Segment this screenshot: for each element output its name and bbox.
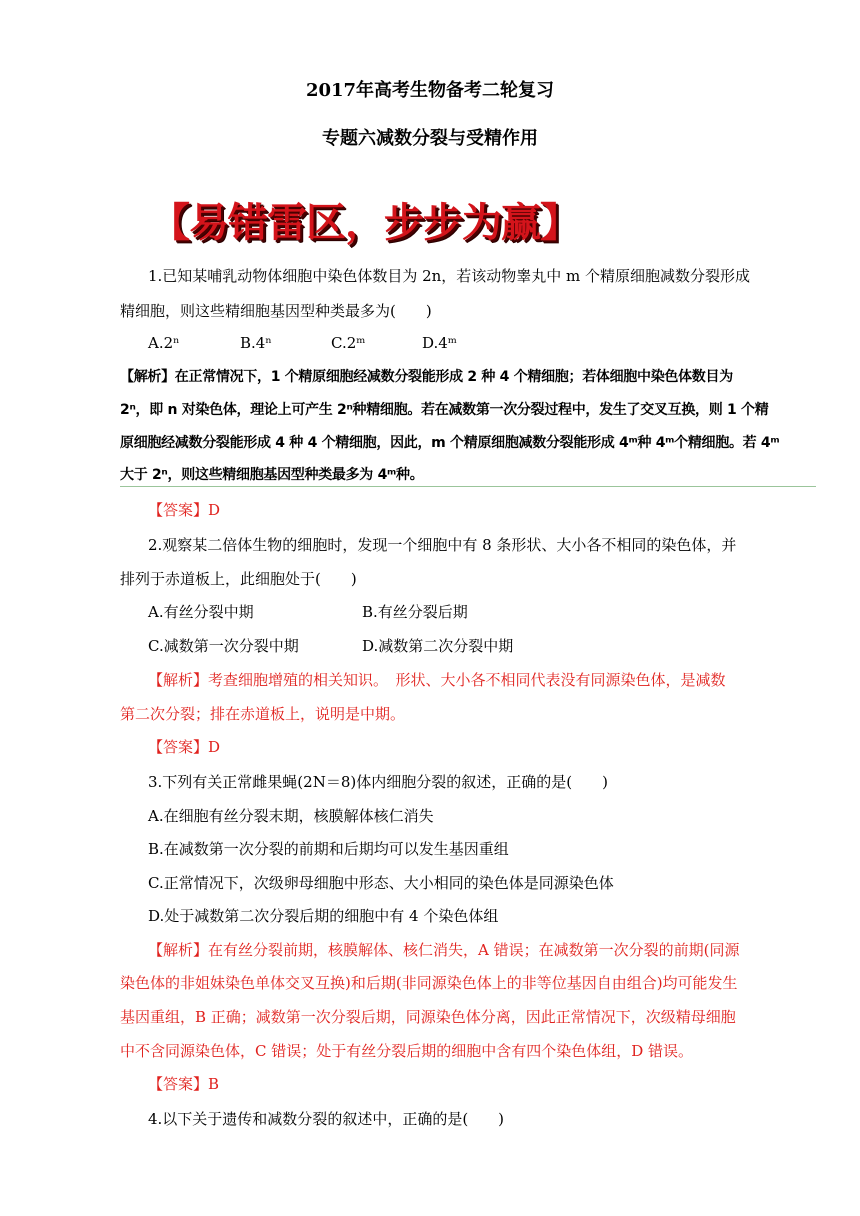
q1-analysis-line2: 2ⁿ，即 n 对染色体，理论上可产生 2ⁿ种精细胞。若在减数第一次分裂过程中，发生了交叉互换，则 1 个精 (120, 402, 769, 418)
q1-option-b: B.4ⁿ (240, 334, 272, 352)
q2-option-a: A.有丝分裂中期 (148, 603, 254, 621)
q3-answer (148, 1074, 219, 1094)
answer-value: B (208, 1075, 220, 1093)
q3-option-a: A.在细胞有丝分裂末期，核膜解体核仁消失 (148, 807, 434, 825)
q3-analysis-line4: 中不含同源染色体，C 错误；处于有丝分裂后期的细胞中含有四个染色体组，D 错误。 (120, 1042, 694, 1060)
q1-option-a: A.2ⁿ (148, 334, 180, 352)
answer-value: D (208, 501, 221, 519)
q1-divider (120, 486, 816, 487)
section-banner: 【易错雷区，步步为赢】 (150, 200, 579, 246)
q3-analysis-line2: 染色体的非姐妹染色单体交叉互换)和后期(非同源染色体上的非等位基因自由组合)均可能发生 (120, 974, 738, 992)
q2-option-c: C.减数第一次分裂中期 (148, 637, 299, 655)
doc-subtitle: 专题六减数分裂与受精作用 (322, 128, 538, 149)
q3-analysis-line3: 基因重组，B 正确；减数第一次分裂后期，同源染色体分离，因此正常情况下，次级精母细胞 (120, 1008, 736, 1026)
q3-analysis-line1: 【解析】在有丝分裂前期，核膜解体、核仁消失，A 错误；在减数第一次分裂的前期(同源 (148, 941, 740, 959)
answer-tag: 【答案】 (148, 501, 209, 519)
q1-stem-line2: 精细胞，则这些精细胞基因型种类最多为( ) (120, 302, 432, 320)
q1-option-c: C.2ᵐ (331, 334, 366, 352)
answer-tag: 【答案】 (148, 738, 209, 756)
q1-analysis-line1: 【解析】在正常情况下，1 个精原细胞经减数分裂能形成 2 种 4 个精细胞；若体细胞中染色体数目为 (120, 369, 733, 385)
q2-stem-line2: 排列于赤道板上，此细胞处于( ) (120, 570, 357, 588)
q2-answer (148, 737, 220, 757)
answer-value: D (208, 738, 221, 756)
q2-stem-line1: 2.观察某二倍体生物的细胞时，发现一个细胞中有 8 条形状、大小各不相同的染色体，并 (148, 536, 737, 554)
q1-option-d: D.4ᵐ (422, 334, 458, 352)
q2-option-d: D.减数第二次分裂中期 (362, 637, 514, 655)
q1-stem-line1: 1.已知某哺乳动物体细胞中染色体数目为 2n，若该动物睾丸中 m 个精原细胞减数分裂形成 (148, 267, 751, 285)
q2-analysis-line1: 【解析】考查细胞增殖的相关知识。 形状、大小各不相同代表没有同源染色体，是减数 (148, 671, 726, 689)
q1-answer (148, 500, 220, 520)
q2-option-b: B.有丝分裂后期 (362, 603, 468, 621)
q2-analysis-line2: 第二次分裂；排在赤道板上，说明是中期。 (120, 705, 406, 723)
q3-stem-line1: 3.下列有关正常雌果蝇(2N＝8)体内细胞分裂的叙述，正确的是( ) (148, 773, 608, 791)
q3-option-c: C.正常情况下，次级卵母细胞中形态、大小相同的染色体是同源染色体 (148, 874, 614, 892)
q3-option-d: D.处于减数第二次分裂后期的细胞中有 4 个染色体组 (148, 907, 499, 925)
doc-title: 2017年高考生物备考二轮复习 (305, 80, 555, 101)
q3-option-b: B.在减数第一次分裂的前期和后期均可以发生基因重组 (148, 840, 509, 858)
q1-analysis-line4: 大于 2ⁿ，则这些精细胞基因型种类最多为 4ᵐ种。 (120, 467, 424, 483)
answer-tag: 【答案】 (148, 1075, 209, 1093)
q4-stem-line1: 4.以下关于遗传和减数分裂的叙述中，正确的是( ) (148, 1110, 505, 1128)
q1-analysis-line3: 原细胞经减数分裂能形成 4 种 4 个精细胞，因此，m 个精原细胞减数分裂能形成 4ᵐ种 4ᵐ个精细胞。若 4ᵐ (120, 435, 780, 451)
